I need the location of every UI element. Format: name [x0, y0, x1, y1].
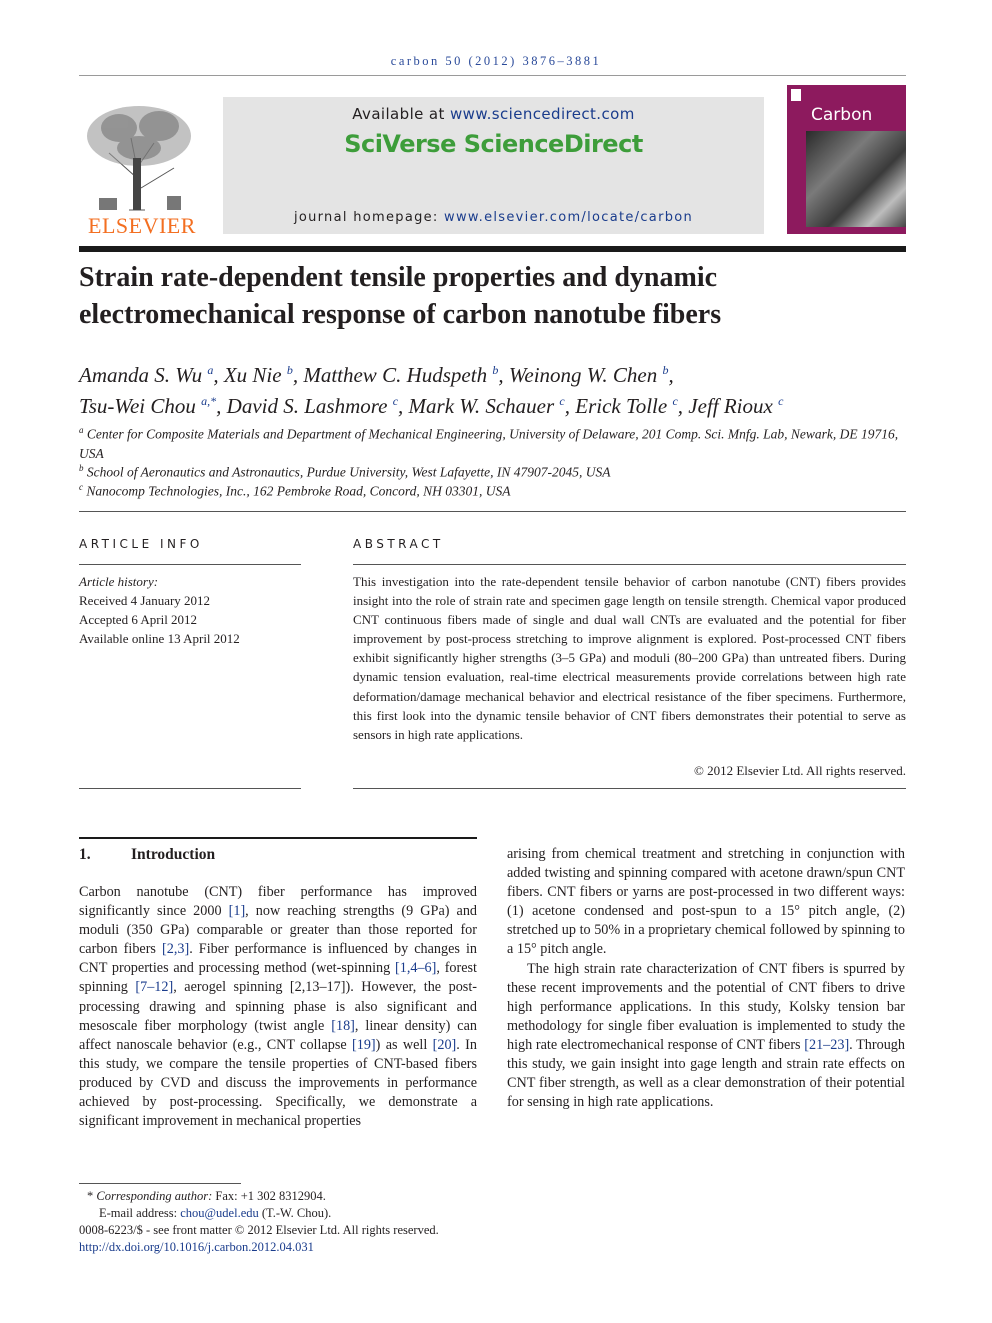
affiliation-text: Nanocomp Technologies, Inc., 162 Pembroke Road, Concord, NH 03301, USA	[86, 483, 511, 499]
header-rule	[79, 75, 906, 76]
received-date: Received 4 January 2012	[79, 593, 211, 608]
email-suffix: (T.-W. Chou).	[258, 1206, 332, 1220]
available-prefix: Available at	[352, 105, 450, 123]
section-heading	[79, 846, 215, 864]
abstract-bottom-rule	[353, 788, 906, 789]
article-info-heading: ARTICLE INFO	[79, 537, 203, 551]
author-affiliation-marker[interactable]: c	[672, 394, 678, 408]
info-top-rule	[79, 511, 906, 512]
citation-link[interactable]: [19]	[352, 1036, 376, 1053]
author-affiliation-marker[interactable]: c	[392, 394, 399, 408]
text-run: , now reaching strengths (9 GPa) and moduli (350 GPa) comparable or greater than those reported for carbon fibers	[79, 903, 478, 958]
citation-link[interactable]: [1]	[228, 903, 246, 920]
email-label: E-mail address:	[99, 1206, 181, 1220]
text-run: . In this study, we compare the tensile properties of CNT-based fibers produced by CVD and discuss the improvements in performance achieved by post-processing. Specifically, we demonstrate a significant improvement in mechanical properties	[79, 1036, 477, 1130]
author-name: Weinong W. Chen	[508, 363, 663, 387]
abstract-rule	[353, 564, 906, 565]
intro-column-left	[79, 883, 477, 1131]
intro-column-right	[507, 845, 905, 1112]
email-note	[79, 1205, 579, 1222]
section-title: Introduction	[131, 846, 216, 863]
intro-rule	[79, 837, 477, 839]
citation-link[interactable]: [20]	[432, 1036, 457, 1053]
affiliation-text: School of Aeronautics and Astronautics, Purdue University, West Lafayette, IN 47907-2045, USA	[86, 464, 611, 480]
author-affiliation-marker[interactable]: b	[492, 363, 499, 377]
author-name: Tsu-Wei Chou	[79, 394, 202, 418]
author-affiliation-marker[interactable]: c	[778, 394, 784, 408]
text-run: , aerogel spinning [2,13–17]). However, the post-processing drawing and spinning phase is also significant and mesoscale fiber morphology (twist angle	[79, 979, 477, 1034]
author-name: Matthew C. Hudspeth	[303, 363, 493, 387]
author-name: Jeff Rioux	[688, 394, 779, 418]
affiliation-label: b	[79, 463, 84, 473]
accepted-date: Accepted 6 April 2012	[79, 612, 198, 627]
journal-cover-image	[806, 131, 906, 227]
fax: Fax: +1 302 8312904.	[212, 1189, 326, 1203]
text-run: The high strain rate characterization of CNT fibers is spurred by these recent improvements and the potential of CNT fibers to drive high performance applications. In this study, Kolsky tension bar methodology for single fiber evaluation is implemented to study the high rate electromechanical response of CNT fibers	[507, 960, 905, 1053]
issn-line: 0008-6223/$ - see front matter © 2012 Elsevier Ltd. All rights reserved.	[79, 1223, 439, 1237]
elsevier-logo-text: ELSEVIER	[88, 213, 196, 238]
journal-cover	[787, 85, 906, 234]
author-name: Mark W. Schauer	[408, 394, 560, 418]
citation-link[interactable]: [7–12]	[135, 979, 174, 996]
citation-link[interactable]: [2,3]	[162, 941, 190, 958]
affiliation-c	[79, 478, 906, 501]
corresponding-author-note	[79, 1188, 579, 1205]
author-affiliation-marker[interactable]: c	[559, 394, 565, 408]
author-affiliation-marker[interactable]: b	[662, 363, 669, 377]
text-run: , linear density) can affect nanoscale behavior (e.g., CNT collapse	[79, 1017, 477, 1053]
journal-homepage-link[interactable]: www.elsevier.com/locate/carbon	[444, 210, 694, 225]
doi-link[interactable]: http://dx.doi.org/10.1016/j.carbon.2012.04.031	[79, 1240, 314, 1254]
author-separator: ,	[677, 394, 689, 418]
intro-paragraph-1	[79, 883, 477, 1131]
author-separator: ,	[498, 363, 509, 387]
author-separator: ,	[398, 394, 409, 418]
footnote-marker: *	[87, 1189, 97, 1203]
intro-paragraph-2	[507, 960, 905, 1113]
citation-link[interactable]: [18]	[331, 1017, 355, 1034]
author-affiliation-marker[interactable]: a	[207, 363, 214, 377]
online-date: Available online 13 April 2012	[79, 631, 240, 646]
abstract-text: This investigation into the rate-dependent tensile behavior of carbon nanotube (CNT) fibers provides insight into the role of strain rate and specimen gage length on tensile strength. Chemical vapor produced CNT continuous fibers made of single and dual wall CNTs are evaluated and the potential for fiber improvement by post-process stretching to improve alignment is explored. Post-processed CNT fibers exhibit significantly higher strengths (3–5 GPa) and moduli (80–200 GPa) than untreated fibers. During dynamic tension evaluation, real-time electrical measurements provide correlations between high rate deformation/damage mechanical behavior and electrical resistance of the fiber specimens. Furthermore, this first look into the dynamic tensile behavior of CNT fibers demonstrates their potential to serve as sensors in high rate applications.	[353, 574, 906, 742]
affiliation-a	[79, 421, 906, 463]
author-separator: ,	[292, 363, 304, 387]
author-affiliation-marker[interactable]: a,*	[201, 394, 217, 408]
email-link[interactable]: chou@udel.edu	[180, 1206, 259, 1220]
affiliation-label: a	[79, 425, 84, 435]
intro-paragraph-1-continued: arising from chemical treatment and stretching in conjunction with added twisting and spinning compared with acetone drawn/spun CNT fibers. CNT fibers or yarns are post-processed in two different ways: (1) acetone condensed and post-spun to a 15° pitch angle, (2) stretched up to 50% in a proprietary chemical followed by spinning to a 15° pitch angle.	[507, 846, 905, 958]
history-label: Article history:	[79, 574, 159, 589]
citation-link[interactable]: [1,4–6]	[395, 960, 437, 977]
article-history	[79, 572, 301, 648]
running-head: carbon 50 (2012) 3876–3881	[390, 54, 602, 68]
sciencedirect-banner	[223, 97, 764, 234]
citation-link[interactable]: [21–23]	[804, 1036, 850, 1053]
article-info-bottom-rule	[79, 788, 301, 789]
section-number: 1.	[79, 846, 91, 863]
author-separator: ,	[213, 363, 224, 387]
journal-cover-badge	[791, 89, 801, 101]
author-separator: ,	[564, 394, 576, 418]
author-name: David S. Lashmore	[226, 394, 393, 418]
homepage-prefix: journal homepage:	[293, 210, 445, 225]
affiliation-text: Center for Composite Materials and Department of Mechanical Engineering, University of Delaware, 201 Comp. Sci. Mnfg. Lab, Newark, DE 19716, USA	[79, 426, 899, 461]
text-run: , forest spinning	[79, 960, 477, 996]
header-thick-rule	[79, 246, 906, 252]
text-run: Carbon nanotube (CNT) fiber performance has improved significantly since 2000	[79, 884, 477, 920]
author-name: Amanda S. Wu	[79, 363, 208, 387]
abstract-copyright: © 2012 Elsevier Ltd. All rights reserved.	[693, 763, 906, 778]
available-at	[223, 105, 764, 123]
text-run: . Fiber performance is influenced by changes in CNT properties and processing method (wet-spinning	[79, 941, 477, 977]
author-affiliation-marker[interactable]: b	[286, 363, 293, 377]
author-separator: ,	[668, 363, 674, 387]
corresponding-label: Corresponding author:	[96, 1189, 213, 1203]
author-list	[79, 357, 906, 419]
article-title: Strain rate-dependent tensile properties and dynamic electromechanical response of carbon nanotube fibers	[79, 262, 722, 330]
abstract-heading: ABSTRACT	[353, 537, 444, 551]
sciencedirect-link[interactable]: www.sciencedirect.com	[449, 105, 635, 123]
affiliation-label: c	[79, 482, 83, 492]
journal-cover-title: Carbon	[811, 105, 873, 125]
text-run: . Through this study, we gain insight into gage length and strain rate effects on CNT fiber strength, as well as a clear demonstration of their potential for sensing in high rate applications.	[507, 1036, 905, 1111]
footnotes	[79, 1188, 579, 1256]
journal-homepage	[223, 210, 764, 225]
author-separator: ,	[216, 394, 227, 418]
author-name: Erick Tolle	[575, 394, 673, 418]
sciverse-logo: SciVerse ScienceDirect	[344, 130, 643, 158]
footnote-rule	[79, 1183, 241, 1184]
author-name: Xu Nie	[223, 363, 287, 387]
text-run: ) as well	[375, 1036, 433, 1053]
article-info-rule	[79, 564, 301, 565]
